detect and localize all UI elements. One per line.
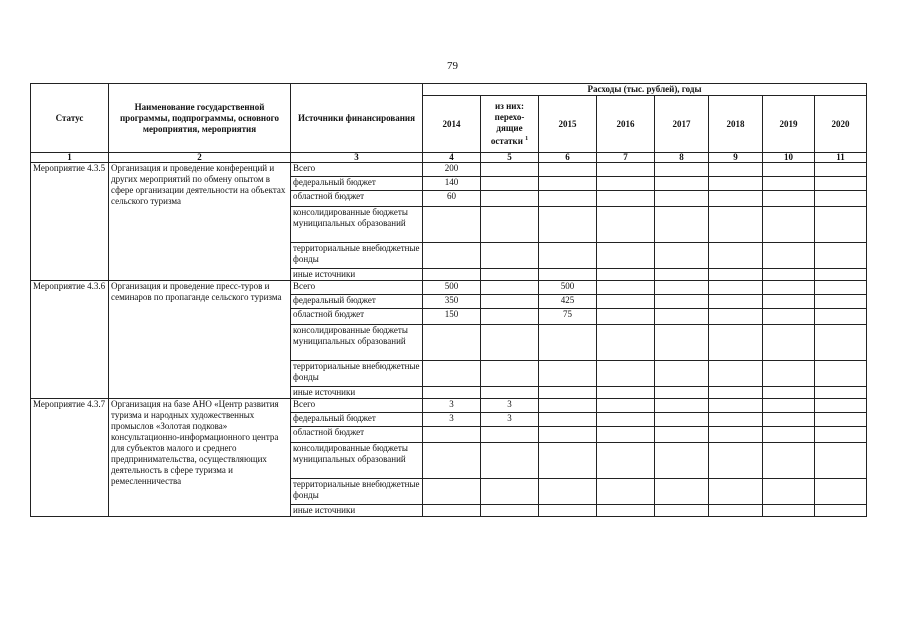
funding-source: Всего [291, 163, 423, 177]
amount-cell [539, 207, 597, 243]
table-row [31, 399, 867, 413]
amount-cell [597, 399, 655, 413]
amount-cell [709, 163, 763, 177]
amount-cell [423, 269, 481, 281]
amount-cell [481, 361, 539, 387]
amount-cell [655, 177, 709, 191]
amount-cell [655, 443, 709, 479]
amount-cell [481, 427, 539, 443]
header-year-2015: 2015 [539, 96, 597, 153]
header-status: Статус [31, 84, 109, 153]
amount-cell [815, 479, 867, 505]
amount-cell [481, 243, 539, 269]
amount-cell [597, 505, 655, 517]
amount-cell [539, 387, 597, 399]
amount-cell [655, 269, 709, 281]
amount-cell [709, 295, 763, 309]
amount-cell [597, 479, 655, 505]
amount-cell [481, 325, 539, 361]
header-year-2016: 2016 [597, 96, 655, 153]
amount-cell [481, 479, 539, 505]
amount-cell [423, 479, 481, 505]
amount-cell [815, 163, 867, 177]
amount-cell [481, 295, 539, 309]
amount-cell [597, 295, 655, 309]
amount-cell [815, 413, 867, 427]
amount-cell [815, 361, 867, 387]
measure-name: Организация и проведение пресс-туров и семинаров по пропаганде сельского туризма [109, 281, 291, 399]
header-year-2017: 2017 [655, 96, 709, 153]
header-year-2018: 2018 [709, 96, 763, 153]
amount-cell [763, 269, 815, 281]
amount-cell [655, 505, 709, 517]
amount-cell [815, 269, 867, 281]
amount-cell [423, 505, 481, 517]
amount-cell [423, 207, 481, 243]
header-carryover [481, 96, 539, 153]
amount-cell [481, 163, 539, 177]
amount-cell [763, 191, 815, 207]
column-number: 5 [481, 153, 539, 163]
amount-cell [423, 325, 481, 361]
amount-cell [481, 443, 539, 479]
measure-status: Мероприятие 4.3.6 [31, 281, 109, 399]
amount-cell [763, 427, 815, 443]
amount-cell [655, 479, 709, 505]
amount-cell [481, 505, 539, 517]
amount-cell [763, 163, 815, 177]
amount-cell [655, 281, 709, 295]
header-sources: Источники финансирования [291, 84, 423, 153]
amount-cell [815, 207, 867, 243]
measure-status: Мероприятие 4.3.7 [31, 399, 109, 517]
amount-cell [539, 177, 597, 191]
funding-source: территориальные внебюджетные фонды [291, 479, 423, 505]
amount-cell [815, 191, 867, 207]
amount-cell [597, 387, 655, 399]
amount-cell [597, 413, 655, 427]
amount-cell [709, 325, 763, 361]
measure-name: Организация и проведение конференций и других мероприятий по обмену опытом в сфере организации деятельности на объектах сельского туризма [109, 163, 291, 281]
amount-cell: 3 [481, 399, 539, 413]
amount-cell [655, 191, 709, 207]
amount-cell [423, 387, 481, 399]
funding-source: федеральный бюджет [291, 177, 423, 191]
amount-cell [763, 243, 815, 269]
amount-cell [655, 413, 709, 427]
header-year-2019: 2019 [763, 96, 815, 153]
amount-cell [597, 443, 655, 479]
amount-cell [709, 177, 763, 191]
amount-cell [539, 443, 597, 479]
column-number: 7 [597, 153, 655, 163]
amount-cell [597, 177, 655, 191]
column-number: 10 [763, 153, 815, 163]
amount-cell [481, 281, 539, 295]
amount-cell [763, 177, 815, 191]
amount-cell [539, 325, 597, 361]
amount-cell [763, 309, 815, 325]
amount-cell [655, 163, 709, 177]
amount-cell [539, 361, 597, 387]
amount-cell [763, 387, 815, 399]
funding-source: территориальные внебюджетные фонды [291, 361, 423, 387]
amount-cell [763, 413, 815, 427]
amount-cell [423, 443, 481, 479]
amount-cell: 350 [423, 295, 481, 309]
amount-cell [655, 309, 709, 325]
amount-cell [709, 413, 763, 427]
amount-cell [539, 505, 597, 517]
funding-source: территориальные внебюджетные фонды [291, 243, 423, 269]
amount-cell [815, 427, 867, 443]
amount-cell [655, 207, 709, 243]
amount-cell [763, 361, 815, 387]
amount-cell [597, 269, 655, 281]
amount-cell [815, 399, 867, 413]
amount-cell [481, 207, 539, 243]
amount-cell [481, 309, 539, 325]
header-name: Наименование государственной программы, подпрограммы, основного мероприятия, мероприятия [109, 84, 291, 153]
amount-cell: 140 [423, 177, 481, 191]
funding-source: Всего [291, 281, 423, 295]
amount-cell: 200 [423, 163, 481, 177]
amount-cell [539, 427, 597, 443]
header-year-2014: 2014 [423, 96, 481, 153]
column-number: 8 [655, 153, 709, 163]
amount-cell [597, 361, 655, 387]
amount-cell [763, 399, 815, 413]
amount-cell [815, 177, 867, 191]
funding-source: областной бюджет [291, 191, 423, 207]
column-number: 1 [31, 153, 109, 163]
amount-cell [597, 325, 655, 361]
amount-cell [763, 207, 815, 243]
amount-cell [481, 177, 539, 191]
amount-cell [655, 243, 709, 269]
amount-cell [815, 443, 867, 479]
amount-cell [709, 479, 763, 505]
header-year-2020: 2020 [815, 96, 867, 153]
amount-cell [539, 479, 597, 505]
amount-cell [815, 309, 867, 325]
amount-cell [655, 387, 709, 399]
amount-cell [597, 191, 655, 207]
amount-cell [597, 281, 655, 295]
amount-cell [709, 443, 763, 479]
amount-cell [763, 325, 815, 361]
funding-source: консолидированные бюджеты муниципальных образований [291, 443, 423, 479]
amount-cell [763, 505, 815, 517]
amount-cell [423, 243, 481, 269]
funding-source: консолидированные бюджеты муниципальных образований [291, 325, 423, 361]
amount-cell: 150 [423, 309, 481, 325]
header-carryover-text: из них: перехо-дящие остатки [490, 101, 525, 146]
amount-cell [597, 163, 655, 177]
amount-cell [763, 281, 815, 295]
funding-source: Всего [291, 399, 423, 413]
amount-cell [709, 387, 763, 399]
measure-name: Организация на базе АНО «Центр развития туризма и народных художественных промыслов «Золотая подкова» консультационно-информационного центра для субъектов малого и среднего предпринимательства, осуществляющих деятельность в сфере туризма и ремесленничества [109, 399, 291, 517]
amount-cell [481, 191, 539, 207]
amount-cell: 3 [481, 413, 539, 427]
amount-cell [655, 295, 709, 309]
column-number: 9 [709, 153, 763, 163]
column-number: 3 [291, 153, 423, 163]
amount-cell [655, 361, 709, 387]
amount-cell [763, 479, 815, 505]
amount-cell [539, 413, 597, 427]
funding-source: областной бюджет [291, 427, 423, 443]
amount-cell [709, 361, 763, 387]
amount-cell [597, 309, 655, 325]
amount-cell [597, 243, 655, 269]
page-number: 79 [447, 60, 458, 72]
amount-cell [709, 399, 763, 413]
column-number: 4 [423, 153, 481, 163]
amount-cell: 425 [539, 295, 597, 309]
amount-cell [763, 295, 815, 309]
amount-cell: 500 [539, 281, 597, 295]
amount-cell [423, 427, 481, 443]
funding-source: федеральный бюджет [291, 295, 423, 309]
amount-cell: 500 [423, 281, 481, 295]
amount-cell [709, 207, 763, 243]
column-number: 11 [815, 153, 867, 163]
amount-cell [597, 207, 655, 243]
amount-cell [539, 191, 597, 207]
funding-source: иные источники [291, 505, 423, 517]
amount-cell [709, 427, 763, 443]
amount-cell [709, 281, 763, 295]
amount-cell [763, 443, 815, 479]
column-number-row [31, 153, 867, 163]
amount-cell [815, 325, 867, 361]
amount-cell [815, 281, 867, 295]
amount-cell [423, 361, 481, 387]
amount-cell [655, 399, 709, 413]
funding-source: иные источники [291, 269, 423, 281]
funding-source: областной бюджет [291, 309, 423, 325]
amount-cell [815, 295, 867, 309]
funding-source: консолидированные бюджеты муниципальных образований [291, 207, 423, 243]
financing-table [30, 83, 867, 517]
column-number: 6 [539, 153, 597, 163]
amount-cell [709, 243, 763, 269]
amount-cell [709, 505, 763, 517]
amount-cell [709, 191, 763, 207]
amount-cell [655, 325, 709, 361]
amount-cell [539, 399, 597, 413]
amount-cell: 75 [539, 309, 597, 325]
amount-cell [709, 309, 763, 325]
amount-cell [709, 269, 763, 281]
header-expenses: Расходы (тыс. рублей), годы [423, 84, 867, 96]
amount-cell [481, 269, 539, 281]
amount-cell [539, 269, 597, 281]
amount-cell [815, 243, 867, 269]
amount-cell [539, 243, 597, 269]
amount-cell [815, 387, 867, 399]
funding-source: иные источники [291, 387, 423, 399]
table-row [31, 281, 867, 295]
table-row [31, 163, 867, 177]
measure-status: Мероприятие 4.3.5 [31, 163, 109, 281]
column-number: 2 [109, 153, 291, 163]
amount-cell [481, 387, 539, 399]
amount-cell [655, 427, 709, 443]
funding-source: федеральный бюджет [291, 413, 423, 427]
amount-cell [539, 163, 597, 177]
amount-cell: 60 [423, 191, 481, 207]
table-body [31, 163, 867, 517]
header-carryover-footnote: 1 [525, 136, 529, 142]
amount-cell [597, 427, 655, 443]
amount-cell: 3 [423, 399, 481, 413]
amount-cell: 3 [423, 413, 481, 427]
amount-cell [815, 505, 867, 517]
